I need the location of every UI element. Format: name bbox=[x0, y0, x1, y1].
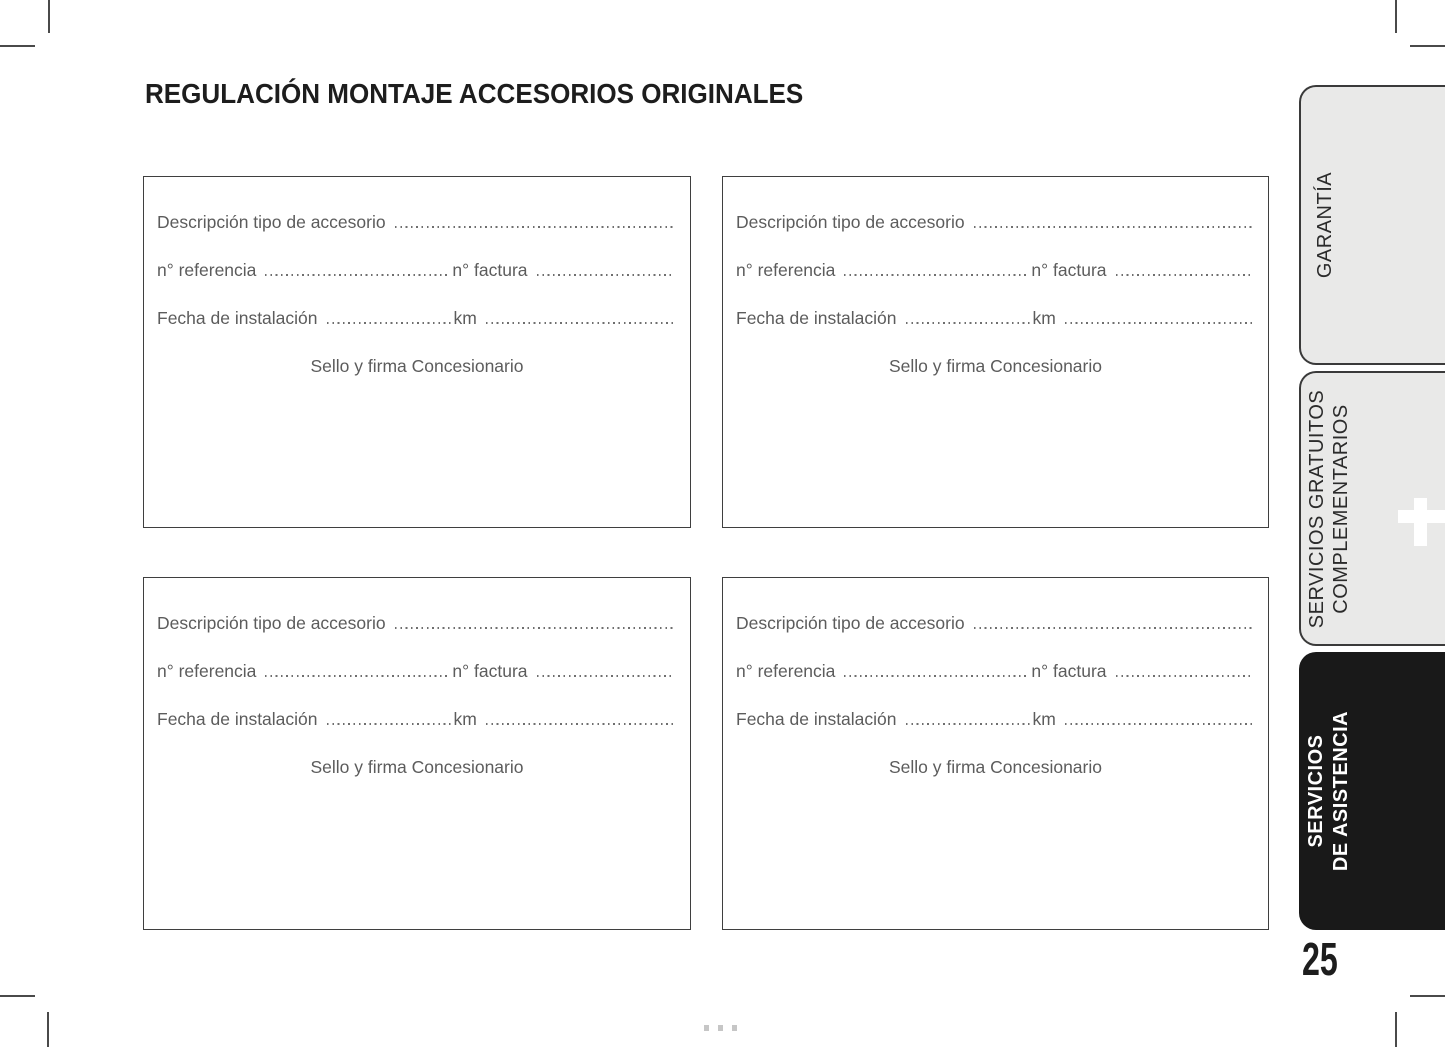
stamp-row bbox=[736, 730, 1255, 778]
stamp-label: Sello y firma Concesionario bbox=[888, 757, 1102, 778]
description-row bbox=[736, 185, 1255, 233]
crop-mark-top-left-vertical bbox=[48, 0, 50, 33]
km-label: km bbox=[1032, 709, 1056, 730]
registration-cross-icon bbox=[1398, 510, 1445, 523]
dotted-leader bbox=[1116, 274, 1253, 276]
tab-servicios-de-asistencia bbox=[1299, 652, 1445, 930]
crop-mark-top-left-horizontal bbox=[0, 45, 35, 47]
description-row bbox=[157, 586, 677, 634]
dotted-leader bbox=[395, 226, 675, 228]
tab-garantia-label: GARANTÍA bbox=[1314, 171, 1336, 279]
invoice-label: n° factura bbox=[452, 661, 528, 682]
accessory-record-card bbox=[143, 176, 691, 528]
dotted-leader bbox=[906, 322, 1031, 324]
accessory-record-card bbox=[143, 577, 691, 930]
tab-garantia bbox=[1299, 85, 1445, 365]
reference-label: n° referencia bbox=[736, 260, 836, 281]
description-label: Descripción tipo de accesorio bbox=[157, 613, 386, 634]
install-date-label: Fecha de instalación bbox=[736, 308, 897, 329]
install-date-label: Fecha de instalación bbox=[157, 709, 318, 730]
dotted-leader bbox=[537, 274, 675, 276]
dotted-leader bbox=[265, 675, 450, 677]
stamp-label: Sello y firma Concesionario bbox=[310, 757, 524, 778]
install-date-km-row bbox=[157, 682, 677, 730]
install-date-label: Fecha de instalación bbox=[157, 308, 318, 329]
page-number: 25 bbox=[1302, 933, 1338, 985]
description-label: Descripción tipo de accesorio bbox=[736, 613, 965, 634]
dotted-leader bbox=[844, 274, 1029, 276]
dotted-leader bbox=[327, 322, 452, 324]
crop-mark-bottom-left-horizontal bbox=[0, 995, 35, 997]
dotted-leader bbox=[395, 627, 675, 629]
dotted-leader bbox=[1065, 322, 1253, 324]
dotted-leader bbox=[974, 226, 1253, 228]
km-label: km bbox=[453, 709, 477, 730]
description-row bbox=[157, 185, 677, 233]
dotted-leader bbox=[486, 723, 675, 725]
description-label: Descripción tipo de accesorio bbox=[736, 212, 965, 233]
accessory-record-card bbox=[722, 176, 1269, 528]
dotted-leader bbox=[486, 322, 675, 324]
km-label: km bbox=[1032, 308, 1056, 329]
dotted-leader bbox=[327, 723, 452, 725]
reference-invoice-row bbox=[157, 233, 677, 281]
crop-mark-top-right-vertical bbox=[1395, 0, 1397, 33]
install-date-km-row bbox=[157, 281, 677, 329]
footer-dot bbox=[718, 1025, 723, 1031]
km-label: km bbox=[453, 308, 477, 329]
reference-invoice-row bbox=[157, 634, 677, 682]
reference-invoice-row bbox=[736, 233, 1255, 281]
crop-mark-top-right-horizontal bbox=[1410, 45, 1445, 47]
reference-label: n° referencia bbox=[736, 661, 836, 682]
crop-mark-bottom-left-vertical bbox=[47, 1012, 49, 1047]
tab-servicios-de-asistencia-label: SERVICIOS DE ASISTENCIA bbox=[1305, 710, 1352, 872]
crop-mark-bottom-right-vertical bbox=[1395, 1012, 1397, 1047]
invoice-label: n° factura bbox=[1031, 260, 1107, 281]
tab-servicios-gratuitos-label: SERVICIOS GRATUITOS COMPLEMENTARIOS bbox=[1306, 389, 1352, 628]
accessory-record-card bbox=[722, 577, 1269, 930]
install-date-km-row bbox=[736, 682, 1255, 730]
page-title: REGULACIÓN MONTAJE ACCESORIOS ORIGINALES bbox=[145, 78, 804, 109]
dotted-leader bbox=[265, 274, 450, 276]
stamp-row bbox=[736, 329, 1255, 377]
footer-dot bbox=[704, 1025, 709, 1031]
dotted-leader bbox=[1116, 675, 1253, 677]
crop-mark-bottom-right-horizontal bbox=[1410, 995, 1445, 997]
stamp-label: Sello y firma Concesionario bbox=[888, 356, 1102, 377]
reference-label: n° referencia bbox=[157, 260, 257, 281]
stamp-row bbox=[157, 329, 677, 377]
dotted-leader bbox=[1065, 723, 1253, 725]
description-row bbox=[736, 586, 1255, 634]
reference-label: n° referencia bbox=[157, 661, 257, 682]
invoice-label: n° factura bbox=[1031, 661, 1107, 682]
description-label: Descripción tipo de accesorio bbox=[157, 212, 386, 233]
install-date-label: Fecha de instalación bbox=[736, 709, 897, 730]
dotted-leader bbox=[844, 675, 1029, 677]
stamp-row bbox=[157, 730, 677, 778]
dotted-leader bbox=[537, 675, 675, 677]
stamp-label: Sello y firma Concesionario bbox=[310, 356, 524, 377]
reference-invoice-row bbox=[736, 634, 1255, 682]
invoice-label: n° factura bbox=[452, 260, 528, 281]
dotted-leader bbox=[906, 723, 1031, 725]
dotted-leader bbox=[974, 627, 1253, 629]
install-date-km-row bbox=[736, 281, 1255, 329]
footer-dot bbox=[732, 1025, 737, 1031]
